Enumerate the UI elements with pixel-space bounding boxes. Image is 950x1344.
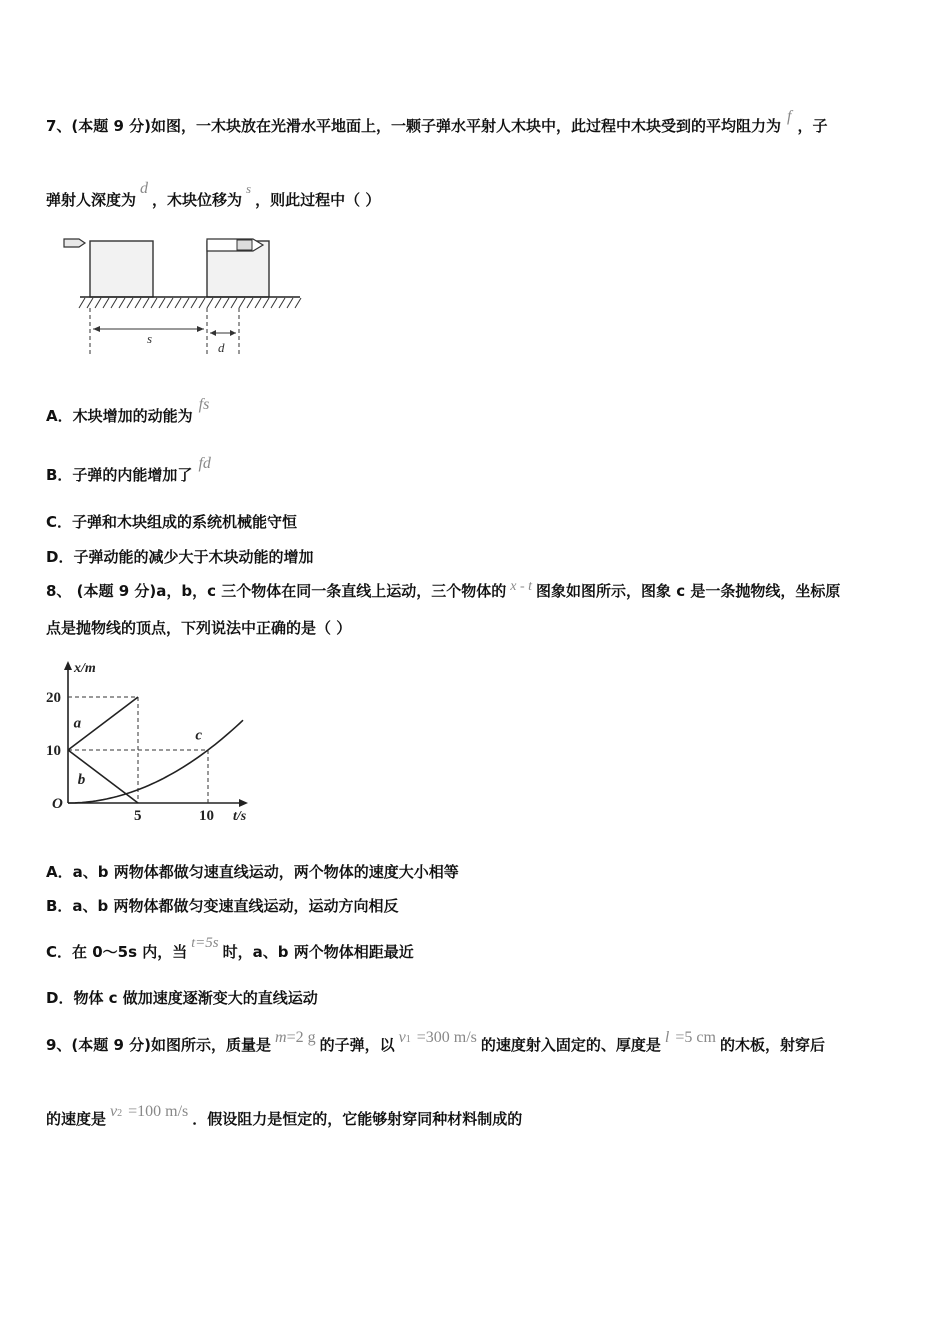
y-tick-label: 10 (46, 743, 61, 759)
q7-option-a[interactable]: A．木块增加的动能为fs (46, 396, 210, 425)
math-l-value: =5 cm (675, 1029, 716, 1046)
math-fs: fs (198, 396, 210, 413)
label-s: s (147, 331, 153, 346)
math-l: l (664, 1029, 670, 1046)
xt-chart (40, 655, 260, 830)
q7-option-d[interactable]: D．子弹动能的减少大于木块动能的增加 (46, 548, 314, 566)
math-m: m (275, 1029, 287, 1046)
label-d: d (218, 340, 225, 355)
math-v2: v2 (110, 1103, 123, 1120)
math-t-value: =5s (195, 935, 219, 951)
q8-option-b[interactable]: B．a、b 两物体都做匀变速直线运动，运动方向相反 (46, 897, 399, 915)
x-tick-label: 5 (134, 808, 142, 824)
q7-option-c[interactable]: C．子弹和木块组成的系统机械能守恒 (46, 513, 298, 531)
x-tick-label: 10 (199, 808, 214, 824)
q7-stem-line2: 弹射人深度为d，木块位移为s，则此过程中（ ） (46, 180, 381, 209)
y-axis-arrow-icon (64, 661, 72, 670)
y-tick-label: 20 (46, 690, 61, 706)
x-axis-label: t/s (233, 809, 247, 824)
math-s: s (246, 181, 252, 196)
origin-label: O (52, 796, 63, 812)
math-fd: fd (198, 455, 211, 472)
math-d: d (140, 180, 149, 197)
series-label-b: b (77, 771, 86, 788)
q8-option-d[interactable]: D．物体 c 做加速度逐渐变大的直线运动 (46, 989, 318, 1007)
q8-option-a[interactable]: A．a、b 两物体都做匀速直线运动，两个物体的速度大小相等 (46, 863, 459, 881)
math-f: f (787, 108, 792, 125)
math-m-value: =2 g (286, 1029, 316, 1046)
bullet-icon (64, 239, 85, 247)
q9-stem-line2: 的速度是 v2 =100 m/s ．假设阻力是恒定的，它能够射穿同种材料制成的 (46, 1103, 523, 1128)
wood-block-initial (90, 241, 153, 297)
q8-option-c[interactable]: C．在 0～5s 内，当 t=5s 时，a、b 两个物体相距最近 (46, 935, 414, 961)
series-label-a: a (73, 715, 82, 732)
series-label-c: c (195, 727, 203, 744)
math-v2-value: =100 m/s (128, 1103, 189, 1120)
q7-option-b[interactable]: B．子弹的内能增加了fd (46, 455, 211, 484)
y-axis-label: x/m (74, 661, 96, 676)
embedded-bullet-icon (207, 239, 263, 251)
math-t: t (191, 936, 196, 951)
q7-figure (55, 232, 305, 364)
math-v1: v1 (398, 1029, 411, 1046)
q9-stem-line1: 9、(本题 9 分)如图所示，质量是 m=2 g 的子弹，以 v1 =300 m/s 的速度射入固定的、厚度是 l =5 cm 的木板，射穿后 (46, 1029, 825, 1054)
series-line-c (68, 720, 243, 803)
x-axis-arrow-icon (239, 799, 248, 807)
q8-stem-line1: 8、 (本题 9 分)a，b，c 三个物体在同一条直线上运动，三个物体的 x - t 图象如图所示，图象 c 是一条抛物线，坐标原 (46, 579, 841, 600)
q7-stem-line1: 7、(本题 9 分)如图，一木块放在光滑水平地面上，一颗子弹水平射人木块中，此过程中木块受到的平均阻力为f，子 (46, 108, 828, 135)
math-v1-value: =300 m/s (416, 1029, 477, 1046)
math-xt: x - t (510, 579, 532, 594)
q8-stem-line2: 点是抛物线的顶点，下列说法中正确的是（ ） (46, 619, 352, 637)
